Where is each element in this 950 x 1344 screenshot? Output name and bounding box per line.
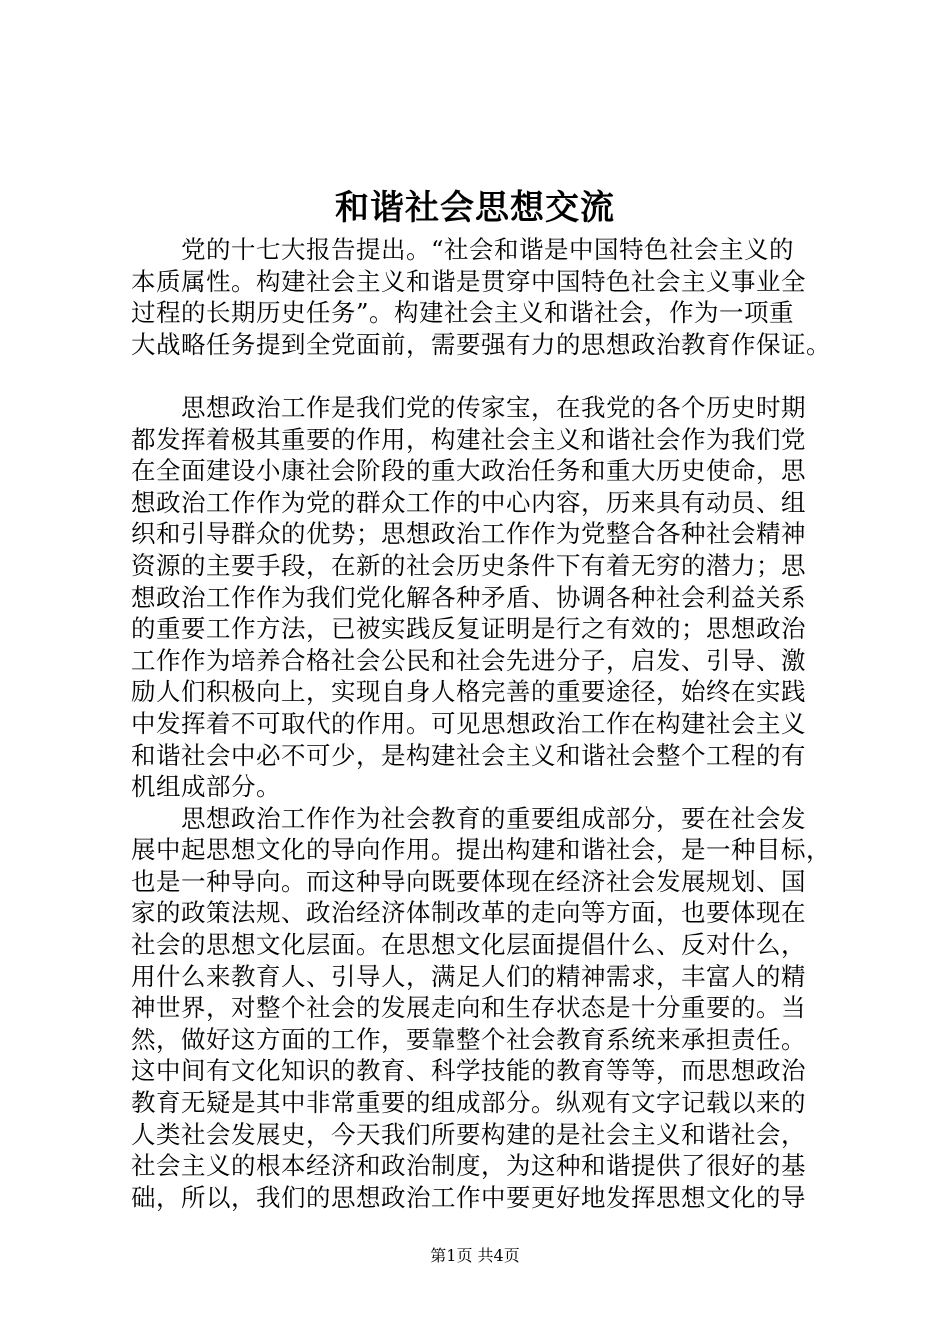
text-line: 思想政治工作是我们党的传家宝，在我党的各个历史时期	[131, 392, 806, 422]
text-line: 和谐社会中必不可少，是构建社会主义和谐社会整个工程的有	[131, 740, 806, 770]
text-line: 励人们积极向上，实现自身人格完善的重要途径，始终在实践	[131, 677, 806, 707]
text-line: 都发挥着极其重要的作用，构建社会主义和谐社会作为我们党	[131, 424, 806, 454]
text-line: 工作作为培养合格社会公民和社会先进分子，启发、引导、激	[131, 645, 806, 675]
text-line: 也是一种导向。而这种导向既要体现在经济社会发展规划、国	[131, 866, 806, 896]
text-line: 想政治工作作为党的群众工作的中心内容，历来具有动员、组	[131, 487, 806, 517]
text-line: 展中起思想文化的导向作用。提出构建和谐社会，是一种目标，	[131, 835, 831, 865]
text-line: 神世界，对整个社会的发展走向和生存状态是十分重要的。当	[131, 993, 806, 1023]
text-line: 用什么来教育人、引导人，满足人们的精神需求，丰富人的精	[131, 961, 806, 991]
text-line: 家的政策法规、政治经济体制改革的走向等方面，也要体现在	[131, 898, 806, 928]
text-line: 然，做好这方面的工作，要靠整个社会教育系统来承担责任。	[131, 1024, 806, 1054]
text-line: 人类社会发展史，今天我们所要构建的是社会主义和谐社会，	[131, 1119, 806, 1149]
text-line: 机组成部分。	[131, 772, 281, 802]
text-line: 础，所以，我们的思想政治工作中要更好地发挥思想文化的导	[131, 1182, 806, 1212]
text-line: 织和引导群众的优势；思想政治工作作为党整合各种社会精神	[131, 519, 806, 549]
text-line: 在全面建设小康社会阶段的重大政治任务和重大历史使命，思	[131, 456, 806, 486]
text-line: 资源的主要手段，在新的社会历史条件下有着无穷的潜力；思	[131, 550, 806, 580]
text-line: 思想政治工作作为社会教育的重要组成部分，要在社会发	[131, 803, 806, 833]
text-line: 这中间有文化知识的教育、科学技能的教育等等，而思想政治	[131, 1056, 806, 1086]
blank-line	[131, 360, 851, 392]
text-line: 教育无疑是其中非常重要的组成部分。纵观有文字记载以来的	[131, 1088, 806, 1118]
document-body	[131, 234, 851, 1213]
text-line: 社会的思想文化层面。在思想文化层面提倡什么、反对什么，	[131, 930, 806, 960]
text-line: 中发挥着不可取代的作用。可见思想政治工作在构建社会主义	[131, 708, 806, 738]
text-line: 想政治工作作为我们党化解各种矛盾、协调各种社会利益关系	[131, 582, 806, 612]
text-line: 党的十七大报告提出。“社会和谐是中国特色社会主义的	[131, 235, 795, 264]
page-footer: 第1页 共4页	[430, 1246, 520, 1265]
text-line: 本质属性。构建社会主义和谐是贯穿中国特色社会主义事业全	[131, 266, 806, 296]
text-line: 过程的长期历史任务”。构建社会主义和谐社会，作为一项重	[131, 298, 795, 328]
text-line: 大战略任务提到全党面前，需要强有力的思想政治教育作保证。	[131, 329, 831, 359]
document-title: 和谐社会思想交流	[335, 188, 615, 228]
text-line: 社会主义的根本经济和政治制度，为这种和谐提供了很好的基	[131, 1151, 806, 1181]
text-line: 的重要工作方法，已被实践反复证明是行之有效的；思想政治	[131, 614, 806, 644]
